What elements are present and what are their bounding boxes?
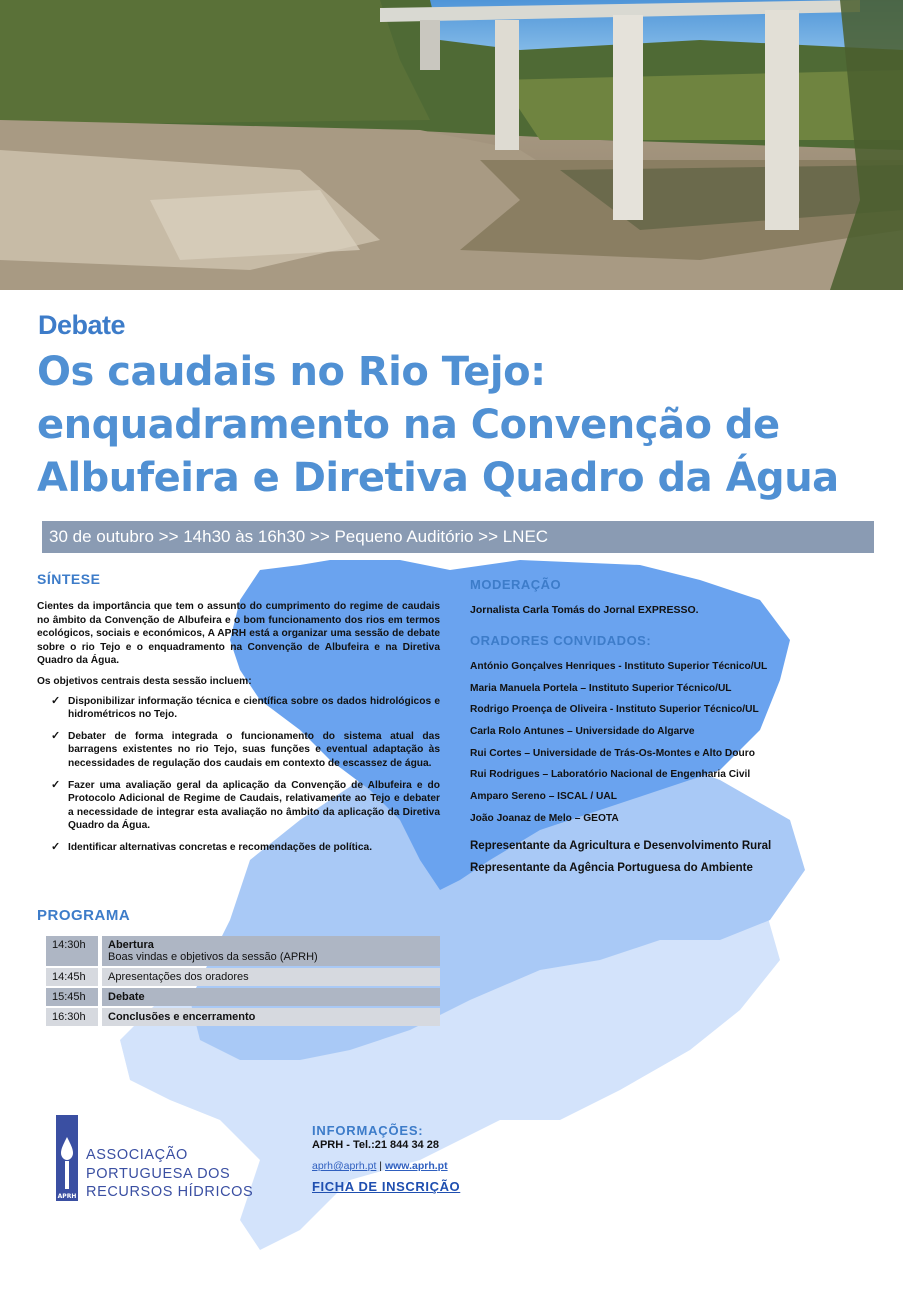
- list-item: Representante da Agência Portuguesa do Ambiente: [470, 862, 753, 874]
- programa-item-title: Conclusões e encerramento: [108, 1011, 256, 1023]
- objective-text: Disponibilizar informação técnica e científica sobre os dados hidrológicos e hidrométricos no Tejo.: [68, 695, 440, 721]
- list-item: [37, 695, 440, 722]
- programa-time: 16:30h: [46, 1008, 102, 1026]
- sintese-intro: Cientes da importância que tem o assunto do cumprimento do regime de caudais no âmbito da Convenção de Albufeira e o bom funcionamento dos rios em termos ecológicos, sociais e económicos, A APRH está a organizar uma sessão de debate sobre o rio Tejo e o enquadramento na Convenção de Albufeira e na Diretiva Quadro da Água.: [37, 601, 440, 667]
- informacoes-heading: INFORMAÇÕES:: [312, 1123, 424, 1138]
- list-item: Maria Manuela Portela – Instituto Superior Técnico/UL: [470, 682, 732, 694]
- aprh-logo: [56, 1115, 256, 1205]
- logo-line: ASSOCIAÇÃO: [86, 1147, 188, 1163]
- table-row: [46, 936, 440, 966]
- title-line: enquadramento na Convenção de: [37, 402, 780, 448]
- list-item: Rodrigo Proença de Oliveira - Instituto Superior Técnico/UL: [470, 704, 759, 716]
- list-item: Amparo Sereno – ISCAL / UAL: [470, 791, 617, 803]
- oradores-list: [470, 661, 890, 835]
- river-bridge-photo: [0, 0, 903, 290]
- event-info-bar: 30 de outubro >> 14h30 às 16h30 >> Pequeno Auditório >> LNEC: [42, 521, 874, 553]
- informacoes-section: [312, 1123, 460, 1194]
- list-item: [37, 841, 440, 855]
- objectives-list: [37, 695, 440, 855]
- programa-item: [102, 936, 440, 966]
- sintese-section: [37, 600, 440, 863]
- list-item: Rui Rodrigues – Laboratório Nacional de Engenharia Civil: [470, 769, 751, 781]
- sintese-heading: SÍNTESE: [37, 571, 101, 587]
- moderacao-heading: MODERAÇÃO: [470, 577, 562, 592]
- check-icon: ✓: [51, 840, 61, 853]
- logo-text: [86, 1146, 253, 1202]
- table-row: [46, 1008, 440, 1026]
- website-link[interactable]: www.aprh.pt: [384, 1160, 448, 1172]
- check-icon: ✓: [51, 694, 61, 707]
- programa-item: [102, 1008, 440, 1026]
- table-row: [46, 968, 440, 986]
- contact-links: [312, 1160, 460, 1172]
- list-item: [37, 730, 440, 771]
- objective-text: Identificar alternativas concretas e recomendações de política.: [68, 841, 373, 853]
- programa-table: [46, 934, 440, 1028]
- ficha-inscricao-link[interactable]: FICHA DE INSCRIÇÃO: [312, 1179, 461, 1194]
- programa-item-sub: Apresentações dos oradores: [108, 971, 249, 983]
- page-title: [37, 346, 897, 505]
- programa-item-title: Abertura: [108, 939, 154, 951]
- programa-time: 14:45h: [46, 968, 102, 986]
- list-item: Carla Rolo Antunes – Universidade do Algarve: [470, 726, 695, 738]
- check-icon: ✓: [51, 729, 61, 742]
- logo-line: PORTUGUESA DOS: [86, 1165, 231, 1182]
- logo-line: RECURSOS HÍDRICOS: [86, 1184, 254, 1200]
- list-item: João Joanaz de Melo – GEOTA: [470, 812, 619, 824]
- header-photo: [0, 0, 903, 290]
- programa-heading: PROGRAMA: [37, 907, 131, 924]
- objectives-intro: Os objetivos centrais desta sessão incluem:: [37, 675, 252, 687]
- link-separator: |: [379, 1160, 383, 1172]
- programa-item-title: Debate: [108, 991, 145, 1003]
- representatives-list: [470, 840, 771, 884]
- programa-item-sub: Boas vindas e objetivos da sessão (APRH): [108, 951, 318, 963]
- table-row: [46, 988, 440, 1006]
- programa-item: [102, 968, 440, 986]
- programa-item: [102, 988, 440, 1006]
- water-drop-icon: [56, 1115, 78, 1201]
- objective-text: Fazer uma avaliação geral da aplicação da Convenção de Albufeira e do Protocolo Adicional de Regime de Caudais, relativamente ao Tejo e debater a necessidade de integrar esta avaliação no âmbito da aplicação da Diretiva Quadro da Água.: [68, 779, 440, 832]
- logo-mark-text: APRH: [57, 1193, 77, 1200]
- aprh-logo-mark: [56, 1115, 78, 1201]
- email-link[interactable]: aprh@aprh.pt: [312, 1160, 377, 1172]
- programa-time: 15:45h: [46, 988, 102, 1006]
- list-item: Representante da Agricultura e Desenvolvimento Rural: [470, 840, 772, 852]
- check-icon: ✓: [51, 778, 61, 791]
- oradores-heading: ORADORES CONVIDADOS:: [470, 633, 652, 648]
- programa-time: 14:30h: [46, 936, 102, 966]
- title-line: Os caudais no Rio Tejo:: [37, 349, 546, 395]
- list-item: António Gonçalves Henriques - Instituto Superior Técnico/UL: [470, 661, 768, 672]
- list-item: Rui Cortes – Universidade de Trás-Os-Montes e Alto Douro: [470, 747, 755, 759]
- objective-text: Debater de forma integrada o funcionamento do sistema atual das barragens existentes no rio Tejo, suas funções e eventual adaptação às necessidades de regulação dos caudais em contexto de escassez de água.: [68, 730, 440, 769]
- list-item: [37, 779, 440, 833]
- title-line: Albufeira e Diretiva Quadro da Água: [37, 455, 839, 501]
- event-kicker: Debate: [38, 310, 126, 340]
- contact-phone: APRH - Tel.:21 844 34 28: [312, 1139, 439, 1151]
- moderacao-text: Jornalista Carla Tomás do Jornal EXPRESSO.: [470, 604, 699, 616]
